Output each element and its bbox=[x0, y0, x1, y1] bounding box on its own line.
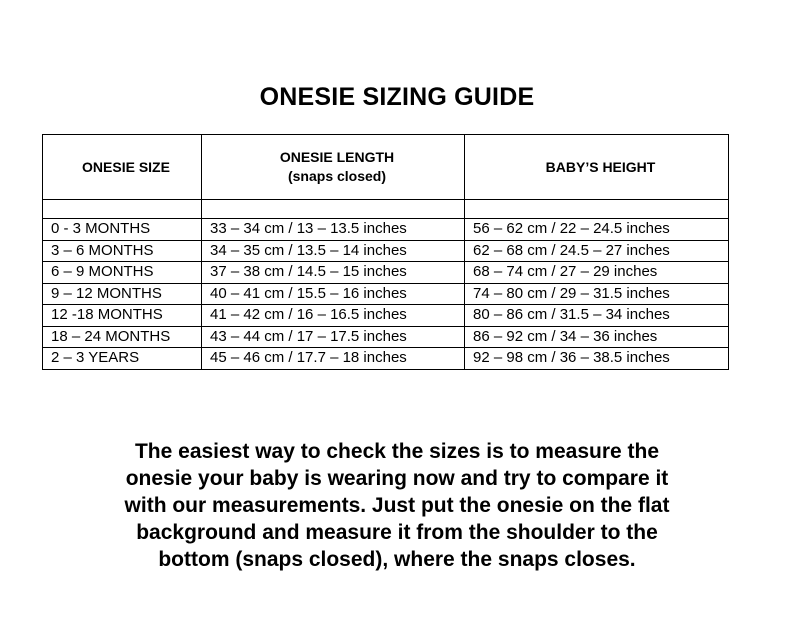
header-onesie-length-note: (snaps closed) bbox=[287, 168, 387, 184]
instruction-line: onesie your baby is wearing now and try to compare it bbox=[125, 467, 669, 490]
table-row bbox=[43, 283, 729, 305]
length-cell: 41 – 42 cm / 16 – 16.5 inches bbox=[202, 305, 465, 327]
size-cell: 6 – 9 MONTHS bbox=[43, 262, 202, 284]
header-onesie-length-title: ONESIE LENGTH bbox=[279, 149, 395, 165]
measurement-instructions bbox=[0, 438, 794, 573]
table-row bbox=[43, 326, 729, 348]
table-header-row bbox=[43, 135, 729, 200]
table-row bbox=[43, 305, 729, 327]
page-title: ONESIE SIZING GUIDE bbox=[259, 83, 535, 111]
length-cell: 34 – 35 cm / 13.5 – 14 inches bbox=[202, 240, 465, 262]
size-cell: 0 - 3 MONTHS bbox=[43, 219, 202, 241]
size-cell: 18 – 24 MONTHS bbox=[43, 326, 202, 348]
header-babys-height: BABY’S HEIGHT bbox=[465, 135, 729, 200]
size-cell: 9 – 12 MONTHS bbox=[43, 283, 202, 305]
length-cell: 33 – 34 cm / 13 – 13.5 inches bbox=[202, 219, 465, 241]
spacer-cell bbox=[202, 200, 465, 219]
table-row bbox=[43, 240, 729, 262]
length-cell: 45 – 46 cm / 17.7 – 18 inches bbox=[202, 348, 465, 370]
height-cell: 68 – 74 cm / 27 – 29 inches bbox=[465, 262, 729, 284]
table-row bbox=[43, 348, 729, 370]
table-row bbox=[43, 219, 729, 241]
table-spacer-row bbox=[43, 200, 729, 219]
instruction-line: bottom (snaps closed), where the snaps closes. bbox=[158, 548, 636, 571]
height-cell: 80 – 86 cm / 31.5 – 34 inches bbox=[465, 305, 729, 327]
length-cell: 40 – 41 cm / 15.5 – 16 inches bbox=[202, 283, 465, 305]
height-cell: 62 – 68 cm / 24.5 – 27 inches bbox=[465, 240, 729, 262]
length-cell: 43 – 44 cm / 17 – 17.5 inches bbox=[202, 326, 465, 348]
size-cell: 12 -18 MONTHS bbox=[43, 305, 202, 327]
size-cell: 3 – 6 MONTHS bbox=[43, 240, 202, 262]
instruction-line: background and measure it from the shoulder to the bbox=[136, 521, 658, 544]
header-onesie-size: ONESIE SIZE bbox=[43, 135, 202, 200]
height-cell: 74 – 80 cm / 29 – 31.5 inches bbox=[465, 283, 729, 305]
header-onesie-length bbox=[202, 135, 465, 200]
spacer-cell bbox=[43, 200, 202, 219]
instruction-line: with our measurements. Just put the onesie on the flat bbox=[124, 494, 670, 517]
height-cell: 92 – 98 cm / 36 – 38.5 inches bbox=[465, 348, 729, 370]
table-row bbox=[43, 262, 729, 284]
length-cell: 37 – 38 cm / 14.5 – 15 inches bbox=[202, 262, 465, 284]
spacer-cell bbox=[465, 200, 729, 219]
sizing-table bbox=[42, 134, 729, 370]
instruction-line: The easiest way to check the sizes is to measure the bbox=[134, 440, 660, 463]
size-cell: 2 – 3 YEARS bbox=[43, 348, 202, 370]
height-cell: 86 – 92 cm / 34 – 36 inches bbox=[465, 326, 729, 348]
height-cell: 56 – 62 cm / 22 – 24.5 inches bbox=[465, 219, 729, 241]
